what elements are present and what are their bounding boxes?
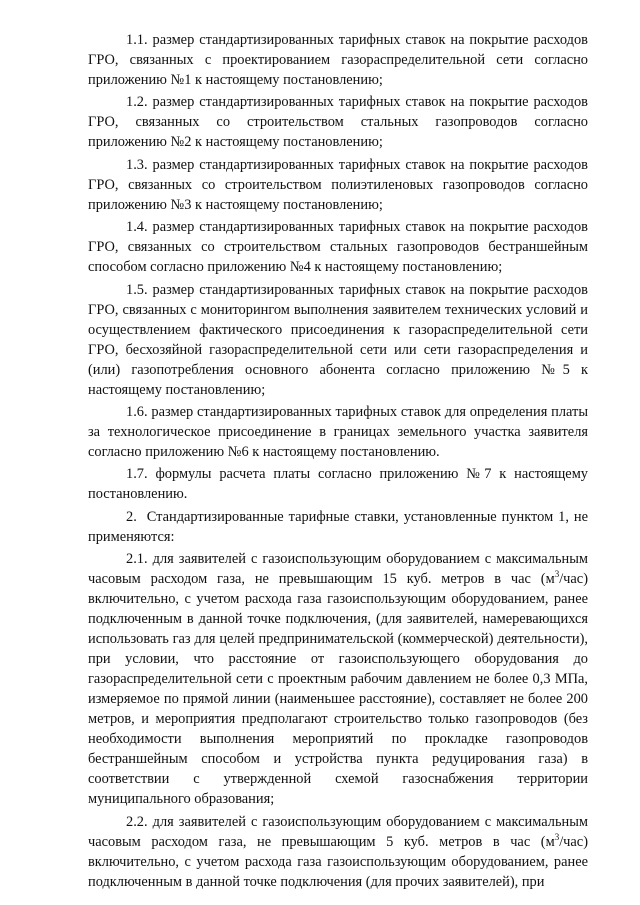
document-page <box>88 30 588 894</box>
paragraph-text: размер стандартизированных тарифных ставок на покрытие расходов ГРО, связанных со строительством стальных газопроводов бестраншейным способом согласно приложению №4 к настоящему постановлению; <box>88 219 588 276</box>
paragraph-text: размер стандартизированных тарифных ставок на покрытие расходов ГРО, связанных с мониторингом выполнения заявителем технических условий и осуществлением фактического присоединения к газораспределительной сети ГРО, бесхозяйной газораспределительной сети или сети газораспределения и (или) газопотребления основного абонента согласно приложению №5 к настоящему постановлению; <box>88 281 588 398</box>
paragraph-text: Стандартизированные тарифные ставки, установленные пунктом 1, не применяются: <box>88 508 588 545</box>
paragraph-2-2 <box>88 812 588 892</box>
paragraph-number: 1.2. <box>126 94 148 111</box>
paragraph-number: 2.1. <box>126 551 148 568</box>
paragraph-number: 2. <box>126 508 137 525</box>
superscript: 3 <box>554 569 560 580</box>
paragraph-number: 1.5. <box>126 281 148 298</box>
superscript: 3 <box>554 831 560 842</box>
paragraph-1-5 <box>88 280 588 400</box>
paragraph-text: формулы расчета платы согласно приложению №7 к настоящему постановлению. <box>88 466 588 503</box>
paragraph-text: размер стандартизированных тарифных ставок на покрытие расходов ГРО, связанных со строительством полиэтиленовых газопроводов согласно приложению №3 к настоящему постановлению; <box>88 156 588 213</box>
paragraph-text: размер стандартизированных тарифных ставок на покрытие расходов ГРО, связанных со строительством стальных газопроводов согласно приложению №2 к настоящему постановлению; <box>88 94 588 151</box>
paragraph-1-1 <box>88 30 588 90</box>
paragraph-1-2 <box>88 92 588 152</box>
paragraph-2-1 <box>88 549 588 809</box>
paragraph-text-end: /час) включительно, с учетом расхода газа газоиспользующим оборудованием, ранее подключенным в данной точке подключения, (для заявителей, намеревающихся использовать газ для целей предпринимательской (коммерческой) деятельности), при условии, что расстояние от газоиспользующего оборудования до газораспределительной сети с проектным рабочим давлением не более 0,3 МПа, измеряемое по прямой линии (наименьшее расстояние), составляет не более 200 метров, и мероприятия предполагают строительство только газопроводов (без необходимости выполнения мероприятий по прокладке газопроводов бестраншейным способом и устройства пункта редуцирования газа) в соответствии с утвержденной схемой газоснабжения территории муниципального образования; <box>88 571 588 808</box>
paragraph-text-start: для заявителей с газоиспользующим оборудованием с максимальным часовым расходом газа, не превышающим 15 куб. метров в час (м <box>88 551 588 588</box>
paragraph-number: 1.7. <box>126 466 148 483</box>
paragraph-1-6 <box>88 402 588 462</box>
paragraph-1-4 <box>88 217 588 277</box>
paragraph-number: 1.1. <box>126 32 148 48</box>
paragraph-2 <box>88 507 588 547</box>
paragraph-1-3 <box>88 155 588 215</box>
paragraph-number: 1.3. <box>126 156 148 173</box>
paragraph-number: 1.4. <box>126 219 148 236</box>
paragraph-text: размер стандартизированных тарифных ставок для определения платы за технологическое присоединение в границах земельного участка заявителя согласно приложению №6 к настоящему постановлению. <box>88 403 588 460</box>
paragraph-1-7 <box>88 464 588 504</box>
paragraph-text-end: /час) включительно, с учетом расхода газа газоиспользующим оборудованием, ранее подключенным в данной точке подключения (для прочих заявителей), при <box>88 833 588 890</box>
paragraph-number: 2.2. <box>126 813 148 830</box>
paragraph-text-start: для заявителей с газоиспользующим оборудованием с максимальным часовым расходом газа, не превышающим 5 куб. метров в час (м <box>88 813 588 850</box>
paragraph-number: 1.6. <box>126 403 148 420</box>
paragraph-text: размер стандартизированных тарифных ставок на покрытие расходов ГРО, связанных с проектированием газораспределительной сети согласно приложению №1 к настоящему постановлению; <box>88 32 588 88</box>
